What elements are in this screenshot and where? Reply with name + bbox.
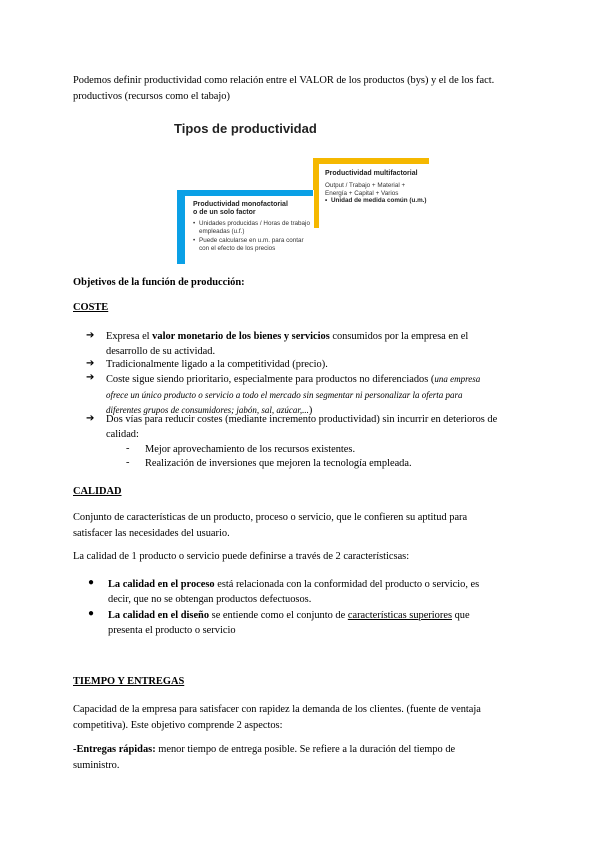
intro-paragraph	[73, 73, 543, 104]
calidad-item-2: ● La calidad en el diseño se entiende como el conjunto de características superiores que presenta el producto o servicio	[88, 608, 470, 636]
multi-formula-1: Output / Trabajo + Material +	[325, 182, 406, 189]
arrow-icon: ➔	[86, 372, 95, 383]
multi-factor-box	[325, 170, 437, 205]
bullet-icon: ●	[88, 608, 95, 619]
coste-subitem-2: - Realización de inversiones que mejoren la tecnología empleada.	[126, 457, 412, 469]
coste-heading: COSTE	[73, 302, 109, 313]
arrow-icon: ➔	[86, 330, 95, 341]
multi-heading: Productividad multifactorial	[325, 170, 418, 177]
mono-accent-bar	[177, 190, 185, 264]
coste-item-4: ➔ Dos vías para reducir costes (mediante incremento productividad) sin incurrir en deterioros de calidad:	[86, 413, 498, 440]
intro-line-1: Podemos definir productividad como relación entre el VALOR de los productos (bys) y el de los fact.	[73, 75, 495, 86]
calidad-item-1: ● La calidad en el proceso está relacionada con la conformidad del producto o servicio, es decir, que no se obtengan productos defectuosos.	[88, 577, 480, 605]
coste-item-1: ➔ Expresa el valor monetario de los bienes y servicios consumidos por la empresa en el desarrollo de su actividad.	[86, 330, 469, 357]
mono-accent-top	[177, 190, 313, 196]
multi-item: • Unidad de medida común (u.m.)	[325, 197, 437, 205]
multi-accent-top	[313, 158, 429, 164]
arrow-icon: ➔	[86, 413, 95, 424]
calidad-definition: Conjunto de características de un producto, proceso o servicio, que le confieren su aptitud para satisfacer las necesidades del usuario.	[73, 512, 468, 539]
tiempo-entregas-rapidas: -Entregas rápidas: menor tiempo de entrega posible. Se refiere a la duración del tiempo de suministro.	[73, 744, 456, 771]
calidad-heading: CALIDAD	[73, 486, 122, 497]
mono-heading-2: o de un solo factor	[193, 209, 256, 216]
coste-subitem-1: - Mejor aprovechamiento de los recursos existentes.	[126, 443, 356, 455]
tiempo-definition: Capacidad de la empresa para satisfacer con rapidez la demanda de los clientes. (fuente de ventaja competitiva). Este objetivo comprende 2 aspectos:	[73, 704, 481, 731]
intro-line-2: productivos (recursos como el tabajo)	[73, 90, 230, 102]
mono-item: • Unidades producidas / Horas de trabajo empleadas (u.f.)	[193, 220, 315, 235]
tiempo-heading: TIEMPO Y ENTREGAS	[73, 676, 185, 687]
arrow-icon: ➔	[86, 358, 95, 369]
objetivos-heading: Objetivos de la función de producción:	[73, 277, 245, 288]
coste-item-3: ➔ Coste sigue siendo prioritario, especialmente para productos no diferenciados (una empresa ofrece un único producto o servicio a todo el mercado sin segmentar ni personalizar la oferta para diferentes grupos de consumidores; jabón, sal, azúcar,...)	[86, 372, 481, 416]
mono-item: • Puede calcularse en u.m. para contar con el efecto de los precios	[193, 237, 315, 252]
coste-item-2: ➔ Tradicionalmente ligado a la competitividad (precio).	[86, 358, 328, 370]
multi-formula-2: Energía + Capital + Varios	[325, 189, 399, 197]
calidad-intro: La calidad de 1 producto o servicio puede definirse a través de 2 característicsas:	[73, 551, 410, 562]
mono-heading-1: Productividad monofactorial	[193, 201, 288, 208]
figure-title: Tipos de productividad	[174, 121, 317, 136]
bullet-icon: ●	[88, 577, 95, 588]
mono-factor-box	[193, 201, 315, 252]
